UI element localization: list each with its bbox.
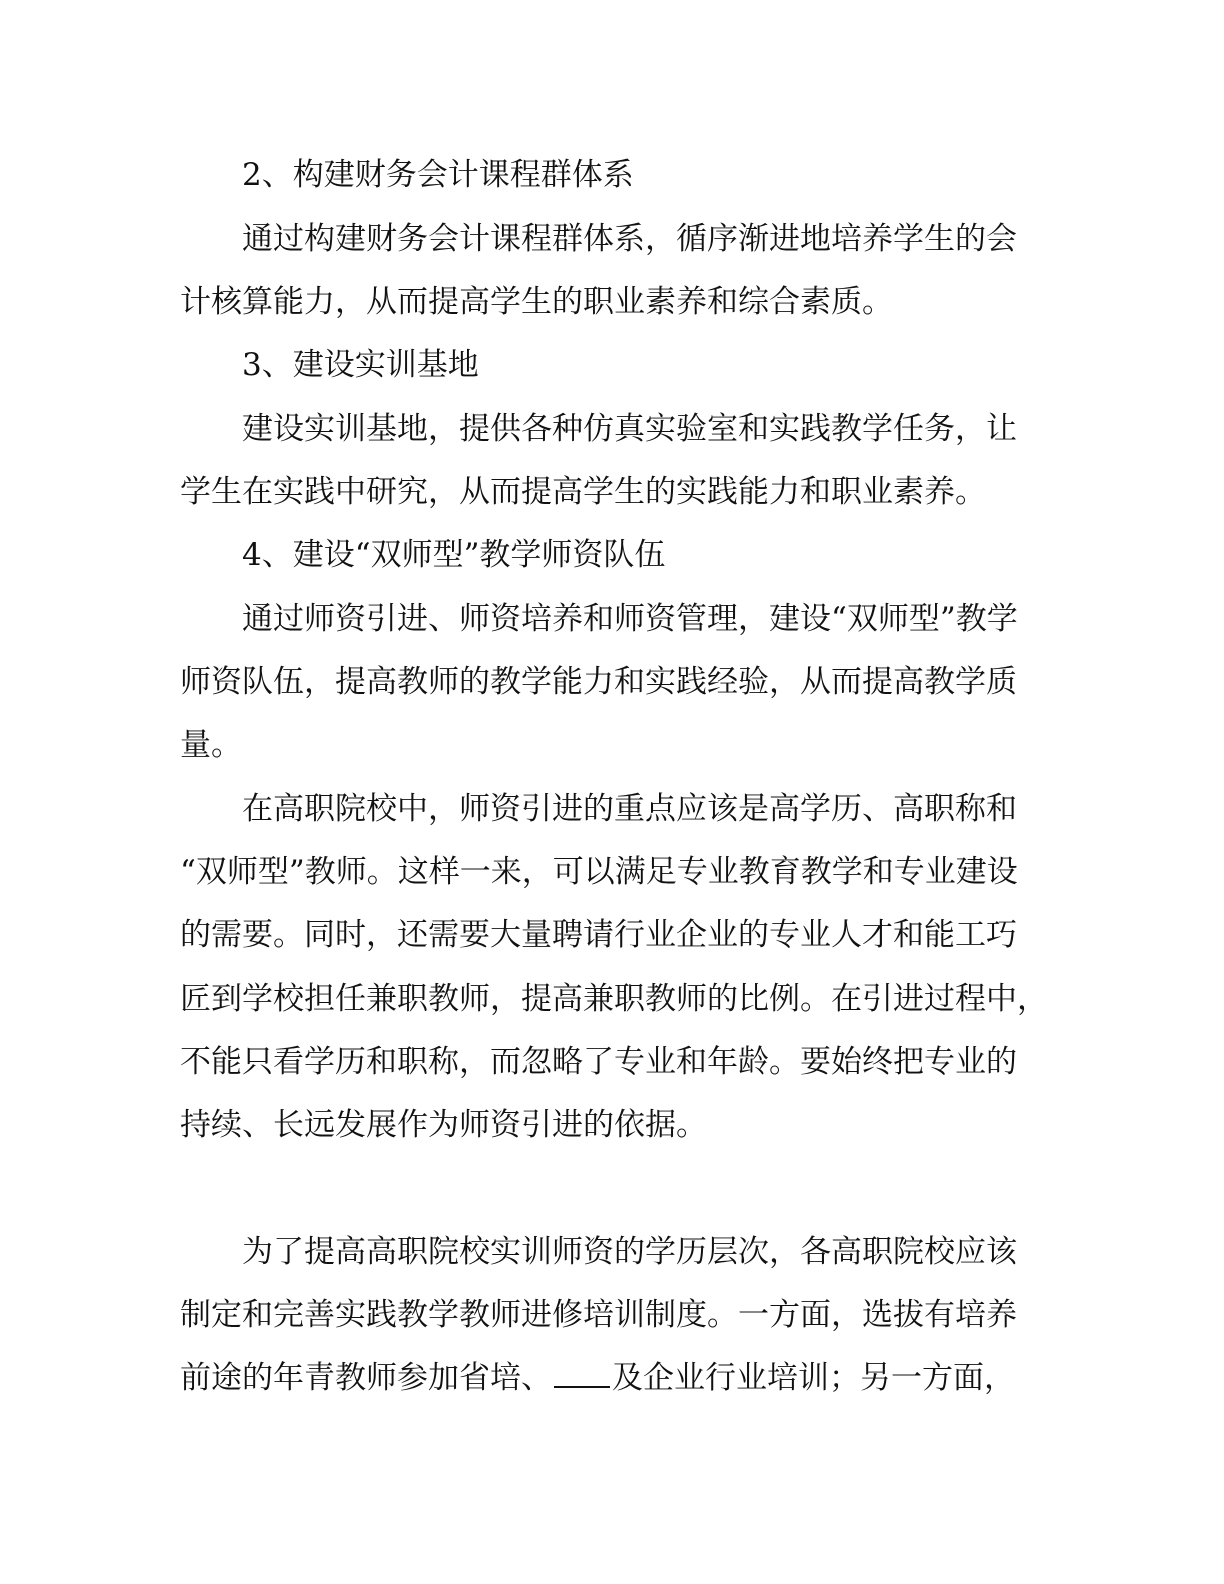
- paragraph-line: 计核算能力，从而提高学生的职业素养和综合素质。: [180, 284, 893, 320]
- paragraph-line: 的需要。同时，还需要大量聘请行业企业的专业人才和能工巧: [180, 917, 1017, 953]
- paragraph-line: 匠到学校担任兼职教师，提高兼职教师的比例。在引进过程中，: [180, 981, 1048, 1017]
- fill-in-blank: [554, 1364, 610, 1388]
- heading-3: 3、建设实训基地: [242, 347, 479, 383]
- paragraph-line: 通过师资引进、师资培养和师资管理，建设“双师型”教学: [242, 601, 1018, 637]
- paragraph-line: 持续、长远发展作为师资引进的依据。: [180, 1107, 707, 1143]
- text-before-blank: 前途的年青教师参加省培、: [180, 1360, 552, 1396]
- paragraph-line-with-blank: [180, 1358, 1015, 1398]
- heading-2: 2、构建财务会计课程群体系: [242, 157, 634, 193]
- text-after-blank: 及企业行业培训；另一方面，: [612, 1360, 1015, 1396]
- paragraph-line: “双师型”教师。这样一来，可以满足专业教育教学和专业建设: [180, 854, 1018, 890]
- paragraph-line: 制定和完善实践教学教师进修培训制度。一方面，选拔有培养: [180, 1297, 1017, 1333]
- paragraph-line: 为了提高高职院校实训师资的学历层次，各高职院校应该: [242, 1234, 1017, 1270]
- paragraph-line: 在高职院校中，师资引进的重点应该是高学历、高职称和: [242, 791, 1017, 827]
- paragraph-line: 建设实训基地，提供各种仿真实验室和实践教学任务，让: [242, 411, 1017, 447]
- paragraph-line: 通过构建财务会计课程群体系，循序渐进地培养学生的会: [242, 221, 1017, 257]
- heading-4: 4、建设“双师型”教学师资队伍: [242, 537, 666, 573]
- paragraph-line: 不能只看学历和职称，而忽略了专业和年龄。要始终把专业的: [180, 1044, 1017, 1080]
- paragraph-line: 学生在实践中研究，从而提高学生的实践能力和职业素养。: [180, 474, 986, 510]
- paragraph-line: 量。: [180, 727, 242, 763]
- paragraph-line: 师资队伍，提高教师的教学能力和实践经验，从而提高教学质: [180, 664, 1017, 700]
